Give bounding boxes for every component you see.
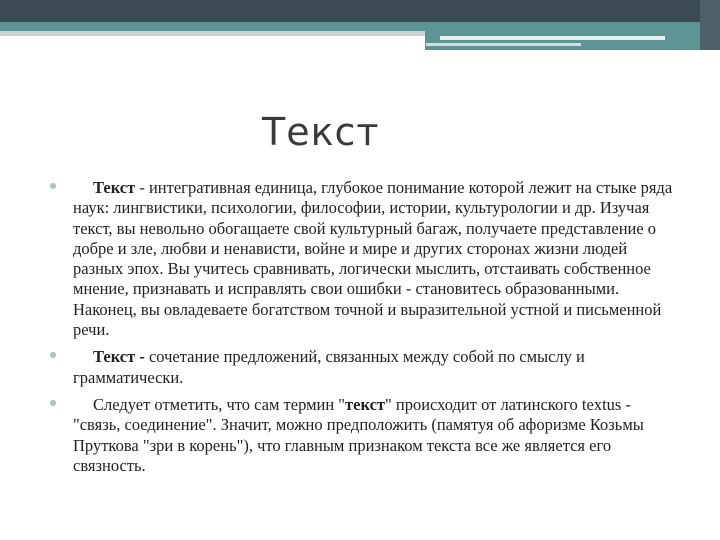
bullet-item	[50, 395, 680, 476]
term-text: Текст	[93, 178, 136, 197]
item-text: " происходит от латинского textus - "связь, соединение". Значит, можно предположить (памятуя об афоризме Козьмы Пруткова "зри в корень"), что главным признаком текста все же является его связность.	[73, 394, 644, 475]
bullet-item	[50, 178, 680, 340]
bullet-item	[50, 347, 680, 388]
banner-highlight-line	[440, 36, 665, 40]
header-banner	[0, 0, 720, 60]
item-text: - интегративная единица, глубокое понимание которой лежит на стыке ряда наук: лингвистики, психологии, философии, истории, культурологии и др. Изучая текст, вы невольно обогащаете свой культурный багаж, получаете представление о добре и зле, любви и ненависти, войне и мире и других сторонах жизни людей разных эпох. Вы учитесь сравнивать, логически мыслить, отстаивать собственное мнение, признавать и исправлять свои ошибки - становитесь образованными. Наконец, вы овладеваете богатством точной и выразительной устной и письменной речи.	[73, 178, 673, 340]
bullet-icon	[50, 183, 56, 189]
bullet-icon	[50, 400, 56, 406]
item-text: сочетание предложений, связанных между собой по смыслу и грамматически.	[73, 347, 585, 387]
banner-dark-stripe	[0, 0, 720, 22]
banner-edge-block	[700, 0, 720, 50]
term-text: текст	[345, 394, 385, 414]
bullet-icon	[50, 352, 56, 358]
slide-body	[50, 178, 680, 483]
item-text: Следует отметить, что сам термин "	[93, 394, 346, 414]
slide-title: Текст	[262, 110, 380, 154]
banner-highlight-line	[426, 43, 581, 46]
term-text: Текст -	[93, 347, 145, 367]
